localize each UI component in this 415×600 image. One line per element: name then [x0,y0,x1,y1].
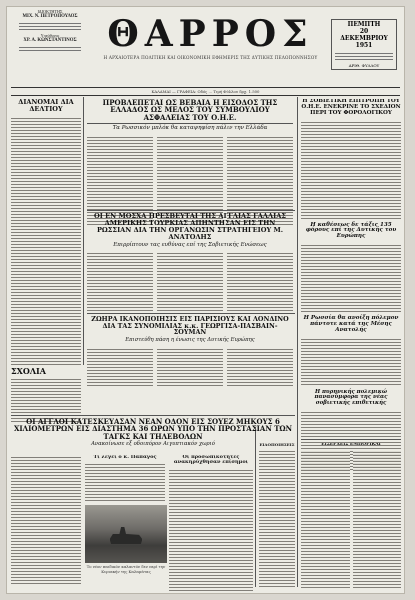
publisher-name: ΜΙΧ. Ν. ΠΕΤΡΟΠΟΥΛΟΣ [22,14,78,19]
article-main-body-2 [157,135,223,225]
article-paris-body-2 [157,347,223,387]
top-rule [11,87,400,88]
ads-left-title: ΕΙΔΟΠΟΙΗΣΕΙΣ [259,443,295,447]
article-bottom-left [11,455,81,585]
headline-moscow-sub: Επιρρίπτουν τας ευθύνας επί της Σοβιετικής Ενώσεως [113,241,267,248]
meta-rule [11,95,400,96]
newspaper-page [6,6,405,594]
divider [87,123,293,124]
date-text [335,51,393,61]
headline-officials: Οι προσωπικότητες ανακηρύχθησαν επίσημοι [173,455,249,466]
headline-paris-sub: Επιστεύθη πάση η ένωσις της Δυτικής Ευρώπης [125,337,255,344]
divider [301,439,401,440]
article-bottom-left-body [11,455,81,585]
article-right-body [301,120,401,220]
ads-left-body [259,449,295,589]
ads-right-title: ΕΙΣΕΡΧΕΙΣ ΕΜΠΟΡΙΚΑΙ [321,443,381,447]
divider [11,415,295,416]
divider [87,210,295,211]
editor-name: ΧΡ. Α. ΚΩΝΣΤΑΝΤΙΝΟΣ [23,38,77,43]
headline-moscow: ΟΙ ΕΝ ΜΟΣΧΑ ΠΡΕΣΒΕΥΤΑΙ ΤΗΣ ΑΓΓΛΙΑΣ ΓΑΛΛΙΑΣ ΑΜΕΡΙΚΗΣ ΤΟΥΡΚΙΑΣ ΑΠΗΝΤΗΣΑΝ ΕΙΣ ΤΗΝ ΡΩΣΣΙΑΝ ΔΙΑ ΤΗΝ ΟΡΓΑΝΩΣΙΝ ΣΤΡΑΤΗΓΕΙΟΥ Μ. ΑΝΑΤΟΛΗΣ [93,213,287,241]
headline-right-4: Η πυρηνικής πολεμικώ πανασύμφορα της νέας σοβιετικής επιθετικής [314,388,388,407]
article-moscow [87,213,293,311]
headline-papagos: Τι λέγει ο κ. Παπάγος [93,455,157,460]
publisher-box [11,9,89,55]
headline-scholia: ΣΧΟΛΙΑ [11,367,46,376]
ads-left [259,443,295,589]
editor-text [19,45,81,53]
article-papagos-body [85,462,165,502]
article-left [11,99,81,366]
article-paris-body-3 [227,347,293,387]
article-officials-body [169,468,253,595]
article-left-body [11,116,81,366]
date-box [331,19,397,70]
masthead [103,13,318,73]
publisher-label: ΙΔΙΟΚΤΗΤΗΣ [37,9,63,14]
headline-right-2: Η καθέσεως δε τάξις 135 φόρους επί της Δυτικής του Ευρώπης [305,221,397,240]
masthead-title: ΘΑΡΡΟΣ [107,13,314,55]
article-main-body-1 [87,135,153,225]
headline-paris: ΖΩΗΡΑ ΙΚΑΝΟΠΟΙΗΣΙΣ ΕΙΣ ΠΑΡΙΣΙΟΥΣ ΚΑΙ ΛΟΝΔΙΝΟ ΔΙΑ ΤΑΣ ΣΥΝΟΜΙΛΙΑΣ κ.κ. ΓΕΩΡΓΙΣΑ-ΠΑΣΒΑΙΝ-ΣΟΥΜΑΝ [91,316,289,337]
masthead-subtitle: Η ΑΡΧΑΙΟΤΕΡΑ ΠΟΛΙΤΙΚΗ ΚΑΙ ΟΙΚΟΝΟΜΙΚΗ ΕΦΗΜΕΡΙΣ ΤΗΣ ΔΥΤΙΚΗΣ ΠΕΛΟΠΟΝΝΗΣΟΥ [103,55,318,60]
date-number: 20 [359,28,369,35]
issue-label: ΑΡΙΘ. ΦΥΛΛΟΥ [348,63,380,68]
article-right-2-body [301,243,401,313]
article-right-3-body [301,337,401,387]
headline-main: ΠΡΟΒΛΕΠΕΤΑΙ ΩΣ ΒΕΒΑΙΑ Η ΕΙΣΟΔΟΣ ΤΗΣ ΕΛΛΑΔΟΣ ΩΣ ΜΕΛΟΣ ΤΟΥ ΣΥΜΒΟΥΛΙΟΥ ΑΣΦΑΛΕΙΑΣ ΤΟΥ Ο.Η.Ε. [102,99,278,122]
ads-right-body-1 [301,450,350,588]
headline-main-sub: Τα Ρωσσικόν μπλόκ θα καταψηφίση πάλιν την Ελλάδα [112,125,268,132]
news-photo [85,505,167,563]
column-rule [255,427,256,587]
headline-right: Η ΣΟΒΙΕΤΙΚΗ ΕΠΙΤΡΟΠΗ ΤΟΥ Ο.Η.Ε. ΕΝΕΚΡΙΝΕ ΤΟ ΣΧΕΔΙΟΝ ΠΕΡΙ ΤΟΥ ΦΟΡΟΛΟΓΙΚΟΥ [301,99,401,116]
ship-image [110,527,143,544]
date-month: ΔΕΚΕΜΒΡΙΟΥ 1951 [340,35,388,49]
article-paris [87,316,293,387]
divider [87,313,295,314]
headline-right-3: Η Ρωσσία θα ανοίξη πόλεμον πάντοτε κατά της Μέσης Ανατολής [303,315,399,333]
article-right [301,99,401,470]
article-main-body-3 [227,135,293,225]
article-main [87,99,293,225]
headline-suez-sub: Ανακοίνωσε εξ οδοιπόρον Αιγυπτιακόν χωριό [91,441,215,448]
column-rule [297,97,298,587]
date-day: ΠΕΜΠΤΗ [347,21,381,28]
article-paris-body-1 [87,347,153,387]
article-moscow-body-1 [87,251,153,311]
meta-line: ΚΑΛΑΜΑΙ — ΓΡΑΦΕΙΑ: Οδός ... Τιμή Φύλλου δρχ. 1.500 [151,89,260,94]
article-suez [11,418,295,448]
publisher-text [19,21,81,31]
headline-suez: ΟΙ ΑΓΓΛΟΙ ΚΑΤΕΣΚΕΥΑΣΑΝ ΝΕΑΝ ΟΔΟΝ ΕΙΣ ΣΟΥΕΖ ΜΗΚΟΥΣ 6 ΧΙΛΙΟΜΕΤΡΩΝ ΕΙΣ ΔΙΑΣΤΗΜΑ 36 ΩΡΩΝ ΥΠΟ ΤΗΝ ΠΡΟΣΤΑΣΙΑΝ ΤΩΝ ΤΑΓΚΣ ΚΑΙ ΤΗΛΕΒΟΛΩΝ [13,418,293,441]
editor-label: Υπεύθυνος [40,33,60,38]
article-moscow-body-3 [227,251,293,311]
headline-left: ΔΙΑΝΟΜΑΙ ΔΙΑ ΔΕΛΤΙΟΥ [18,99,74,113]
ads-right-body-2 [353,450,402,588]
article-officials [169,455,253,594]
column-rule [83,97,84,365]
photo-caption: Το νέον παιδικόν καλαντόν δεν περί την Κυριακήν της Καλαμάτας [86,565,166,574]
article-moscow-body-2 [157,251,223,311]
ads-right [301,443,401,588]
article-papagos [85,455,165,502]
